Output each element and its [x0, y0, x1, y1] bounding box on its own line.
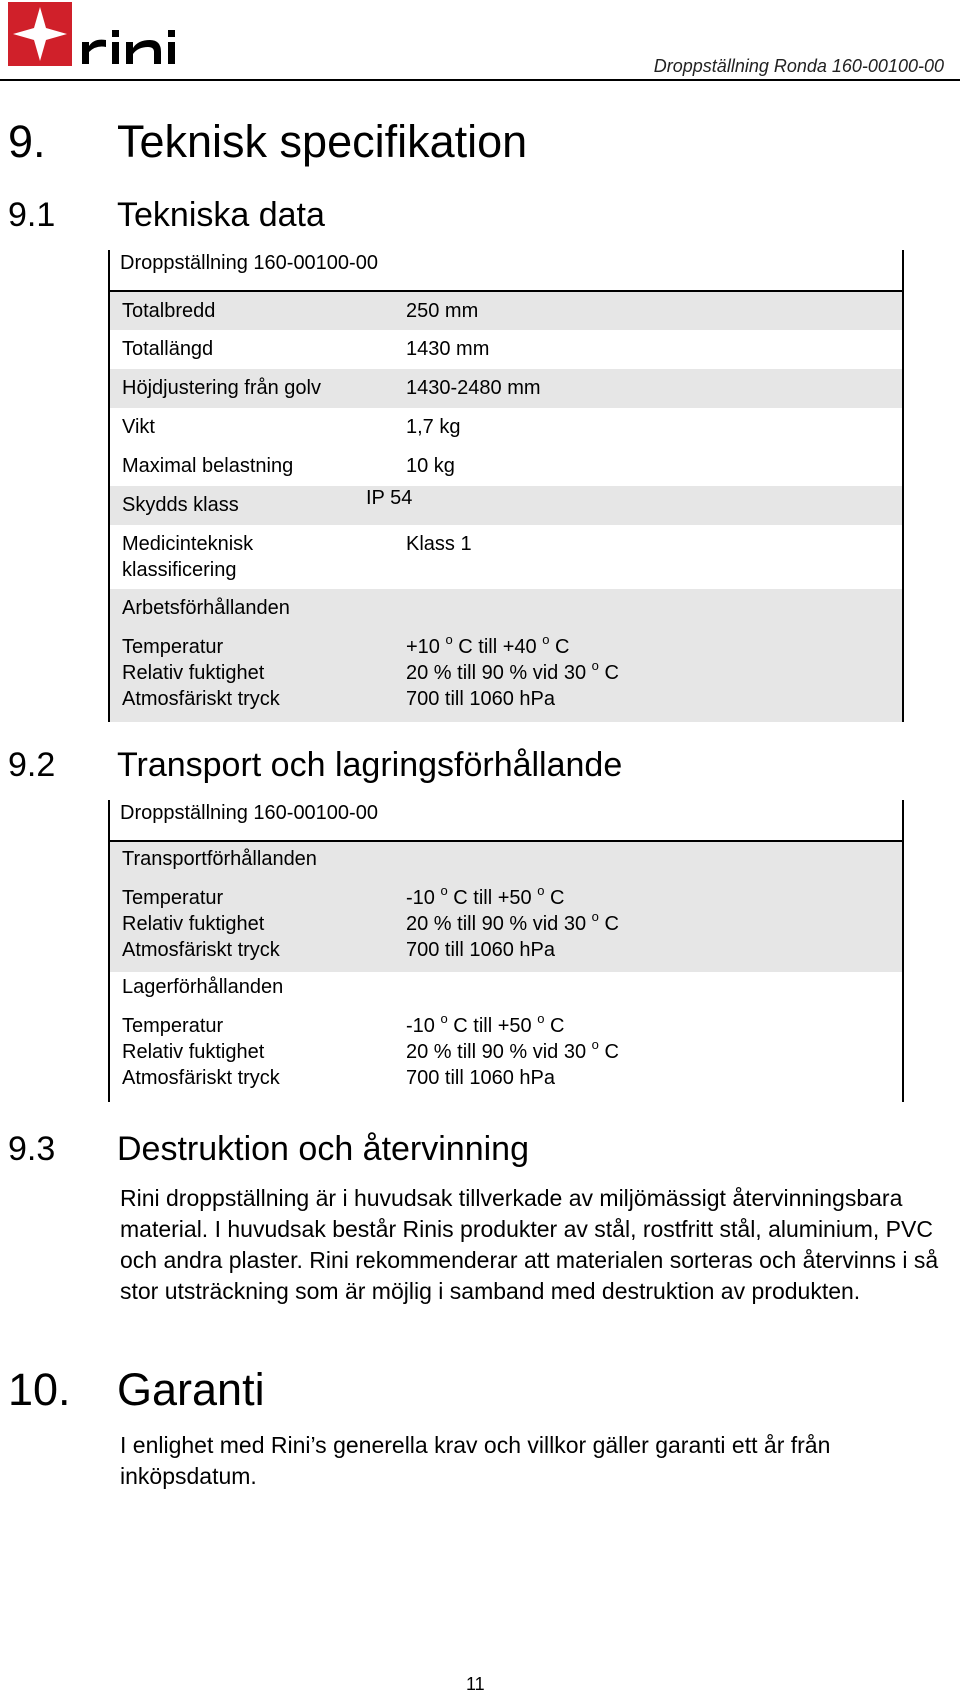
- row-value: 10 kg: [406, 455, 455, 477]
- storage-labels: Temperatur Relativ fuktighet Atmosfäriskt tryck: [122, 1015, 280, 1089]
- transport-storage-table: [108, 800, 904, 1102]
- row-value: IP 54: [366, 487, 413, 509]
- table-row: [110, 408, 902, 447]
- row-value: 1430 mm: [406, 338, 490, 360]
- table-title: Droppställning 160-00100-00: [120, 252, 378, 274]
- row-label: Totalbredd: [122, 300, 216, 322]
- environment-labels: Temperatur Relativ fuktighet Atmosfäriskt tryck: [122, 636, 280, 710]
- table-row: [110, 447, 902, 486]
- table-row: [110, 525, 902, 589]
- table-row: [110, 292, 902, 330]
- table-row: [110, 330, 902, 369]
- section-title: Teknisk specifikation: [117, 116, 528, 167]
- transport-labels: Temperatur Relativ fuktighet Atmosfäriskt tryck: [122, 887, 280, 961]
- environment-values: +10 $^o$ C till +40 $^o$ C 20 % till 90 % vid 30 $^o$ C 700 till 1060 hPa: [406, 632, 619, 710]
- row-value: 1430-2480 mm: [406, 377, 541, 399]
- environment-block: [110, 589, 902, 722]
- section-title: Tekniska data: [117, 196, 325, 234]
- transport-values: -10 $^o$ C till +50 $^o$ C 20 % till 90 % vid 30 $^o$ C 700 till 1060 hPa: [406, 883, 619, 961]
- table-title: Droppställning 160-00100-00: [120, 802, 378, 824]
- row-value: Klass 1: [406, 533, 472, 555]
- section-number: 9.: [8, 116, 46, 167]
- storage-block: [110, 972, 902, 1102]
- table-row: [110, 369, 902, 408]
- recycling-paragraph: Rini droppställning är i huvudsak tillverkade av miljömässigt återvinningsbara material. I huvudsak består Rinis produkter av stål, rostfritt stål, aluminium, PVC och andra plaster. Rini rekommenderar att materialen sorteras och återvinns i så stor utsträckning som är möjlig i samband med destruktion av produkten.: [120, 1185, 939, 1304]
- rini-logo: [8, 2, 186, 68]
- technical-data-table: [108, 250, 904, 722]
- row-label: Vikt: [122, 416, 155, 438]
- section-number: 9.2: [8, 746, 56, 784]
- storage-heading: Lagerförhållanden: [122, 976, 284, 998]
- section-title: Destruktion och återvinning: [117, 1130, 530, 1168]
- section-title: Transport och lagringsförhållande: [117, 746, 623, 784]
- row-label: Totallängd: [122, 338, 214, 360]
- row-label: Skydds klass: [122, 494, 239, 516]
- page-number: 11: [466, 1674, 485, 1694]
- header-divider: [0, 79, 960, 81]
- row-value: 1,7 kg: [406, 416, 461, 438]
- environment-heading: Arbetsförhållanden: [122, 597, 290, 619]
- transport-block: [110, 842, 902, 972]
- section-number: 9.1: [8, 196, 56, 234]
- row-label: Maximal belastning: [122, 455, 294, 477]
- header-document-title: Droppställning Ronda 160-00100-00: [653, 56, 944, 76]
- transport-heading: Transportförhållanden: [122, 848, 317, 870]
- row-label: Höjdjustering från golv: [122, 377, 321, 399]
- row-value: 250 mm: [406, 300, 479, 322]
- table-row: [110, 486, 902, 525]
- warranty-paragraph: I enlighet med Rini’s generella krav och villkor gäller garanti ett år från inköpsdatum.: [120, 1432, 831, 1489]
- section-number: 10.: [8, 1364, 71, 1415]
- section-title: Garanti: [117, 1364, 265, 1415]
- storage-values: -10 $^o$ C till +50 $^o$ C 20 % till 90 % vid 30 $^o$ C 700 till 1060 hPa: [406, 1011, 619, 1089]
- section-number: 9.3: [8, 1130, 56, 1168]
- row-label: Medicinteknisk klassificering: [122, 533, 254, 581]
